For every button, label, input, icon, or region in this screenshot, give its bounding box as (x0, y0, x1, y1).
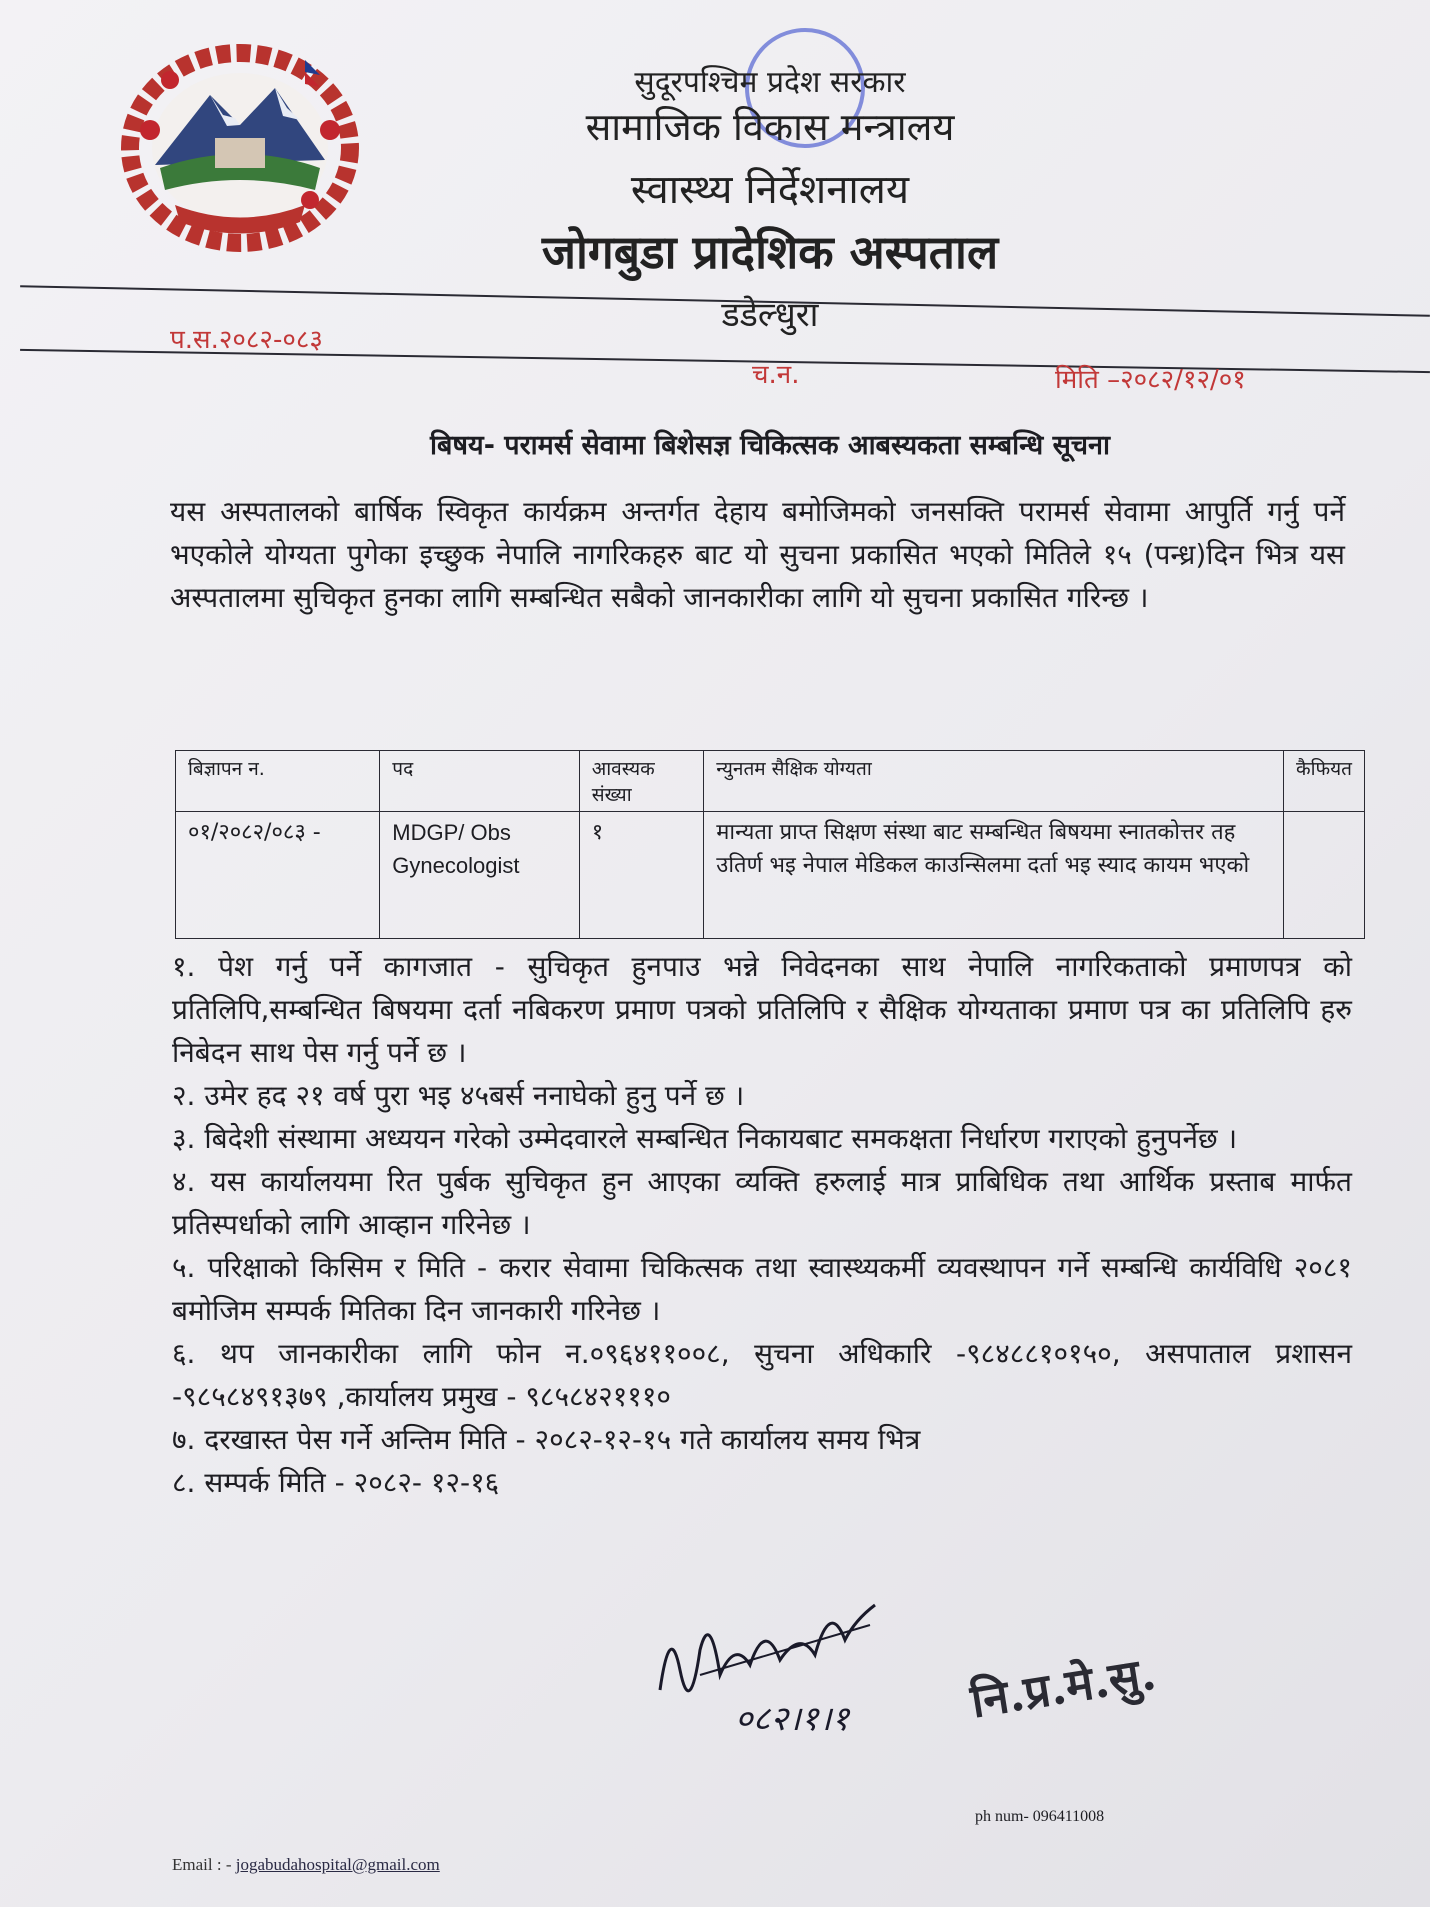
table-header-row (176, 751, 1365, 812)
table-cell (1283, 812, 1364, 939)
list-item: ४. यस कार्यालयमा रित पुर्बक सुचिकृत हुन आएका व्यक्ति हरुलाई मात्र प्राबिधिक तथा आर्थिक प्रस्ताब मार्फत प्रतिस्पर्धाको लागि आव्हान गरिनेछ । (172, 1165, 1352, 1241)
list-item: ३. बिदेशी संस्थामा अध्ययन गरेको उम्मेदवारले सम्बन्धित निकायबाट समकक्षता निर्धारण गराएको हुनुपर्नेछ । (172, 1122, 1238, 1155)
list-item: ७. दरखास्त पेस गर्ने अन्तिम मिति - २०८२-१२-१५ गते कार्यालय समय भित्र (172, 1423, 921, 1456)
email-link[interactable]: jogabudahospital@gmail.com (235, 1855, 440, 1874)
officer-stamp: नि.प्र.मे.सु. (967, 1645, 1160, 1729)
column-header: न्युनतम सैक्षिक योग्यता (704, 751, 1284, 812)
column-header: कैफियत (1283, 751, 1364, 812)
email-label: Email : - (172, 1855, 232, 1874)
nepal-emblem-icon (115, 40, 365, 255)
list-item: ६. थप जानकारीका लागि फोन न.०९६४११००८, सुचना अधिकारि -९८४८८१०१५०, असपाताल प्रशासन -९८५८४९१३७९ ,कार्यालय प्रमुख - ९८५८४२१११० (172, 1337, 1352, 1413)
column-header: आवस्यक संख्या (579, 751, 704, 812)
list-item: ८. सम्पर्क मिति - २०८२- १२-१६ (172, 1466, 500, 1499)
list-item: २. उमेर हद २१ वर्ष पुरा भइ ४५बर्स ननाघेको हुनु पर्ने छ । (172, 1079, 745, 1112)
table-cell: ०१/२०८२/०८३ - (176, 812, 380, 939)
signature-date: ०८२।१।१ (735, 1699, 850, 1739)
list-item: ५. परिक्षाको किसिम र मिति - करार सेवामा चिकित्सक तथा स्वास्थ्यकर्मी व्यवस्थापन गर्ने सम्बन्धि कार्यविधि २०८१ बमोजिम सम्पर्क मितिका दिन जानकारी गरिनेछ । (172, 1251, 1352, 1327)
table-cell: १ (579, 812, 704, 939)
patra-sankhya: प.स.२०८२-०८३ (170, 325, 323, 355)
list-item: १. पेश गर्नु पर्ने कागजात - सुचिकृत हुनपाउ भन्ने निवेदनका साथ नेपालि नागरिकताको प्रमाणपत्र को प्रतिलिपि,सम्बन्धित बिषयमा दर्ता नबिकरण प्रमाण पत्रको प्रतिलिपि र सैक्षिक योग्यताका प्रमाण पत्र का प्रतिलिपि हरु निबेदन साथ पेस गर्नु पर्ने छ । (172, 950, 1352, 1069)
header-hospital-name: जोगबुडा प्रादेशिक अस्पताल (541, 225, 999, 279)
column-header: पद (380, 751, 579, 812)
chalani-number: च.न. (752, 360, 800, 390)
table-row (176, 812, 1365, 939)
notice-subject: बिषय- परामर्स सेवामा बिशेसज्ञ चिकित्सक आबस्यकता सम्बन्धि सूचना (430, 430, 1110, 461)
header-place: डडेल्धुरा (721, 295, 819, 335)
header-ministry: सामाजिक विकास मन्त्रालय (585, 105, 955, 149)
header-directorate: स्वास्थ्य निर्देशनालय (630, 167, 910, 213)
column-header: बिज्ञापन न. (176, 751, 380, 812)
handwritten-signature (640, 1580, 900, 1740)
footer-email (172, 1855, 440, 1875)
notice-intro: यस अस्पतालको बार्षिक स्विकृत कार्यक्रम अन्तर्गत देहाय बमोजिमको जनसक्ति परामर्स सेवामा आपुर्ति गर्नु पर्ने भएकोले योग्यता पुगेका इच्छुक नेपालि नागरिकहरु बाट यो सुचना प्रकासित भएको मितिले १५ (पन्ध्र)दिन भित्र यस अस्पतालमा सुचिकृत हुनका लागि सम्बन्धित सबैको जानकारीका लागि यो सुचना प्रकासित गरिन्छ । (170, 495, 1345, 614)
footer-phone: ph num- 096411008 (975, 1808, 1105, 1825)
header-province: सुदूरपश्चिम प्रदेश सरकार (634, 65, 906, 100)
vacancy-table (175, 750, 1365, 939)
table-cell: MDGP/ Obs Gynecologist (380, 812, 579, 939)
notice-date: मिति –२०८२/१२/०१ (1055, 365, 1246, 395)
notice-items-list (172, 945, 1352, 1504)
table-cell: मान्यता प्राप्त सिक्षण संस्था बाट सम्बन्धित बिषयमा स्नातकोत्तर तह उतिर्ण भइ नेपाल मेडिकल काउन्सिलमा दर्ता भइ स्याद कायम भएको (704, 812, 1284, 939)
